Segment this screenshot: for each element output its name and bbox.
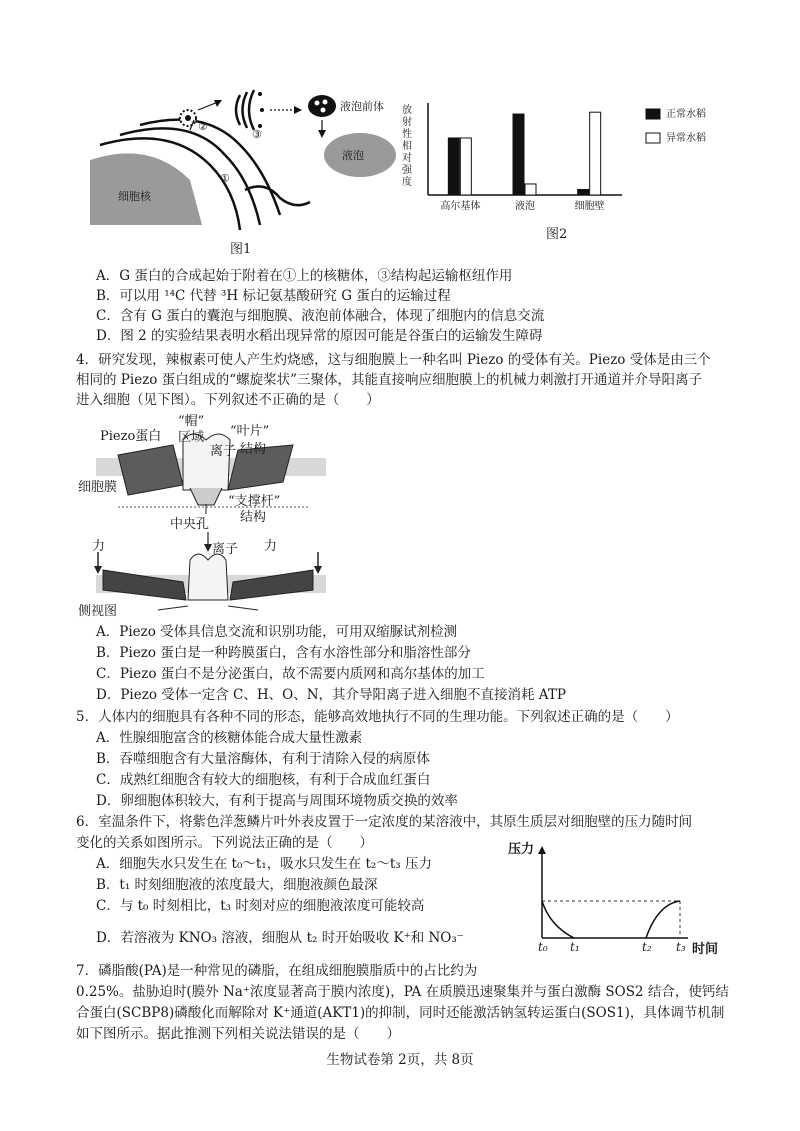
ylabel-char: 强 <box>402 165 412 176</box>
q5-option-b: B．吞噬细胞含有大量溶酶体，有利于清除入侵的病原体 <box>96 751 430 767</box>
ylabel-char: 放 <box>402 105 412 116</box>
figure-2 <box>398 95 728 245</box>
graph-xlabel: 时间 <box>692 942 719 957</box>
q3-option-c: C．含有 G 蛋白的囊泡与细胞膜、液泡前体融合，体现了细胞内的信息交流 <box>96 308 545 324</box>
q5-option-d: D．卵细胞体积较大，有利于提高与周围环境物质交换的效率 <box>96 793 458 809</box>
blade-structure <box>230 570 313 600</box>
q7-line-2: 0.25%。盐胁迫时(膜外 Na⁺浓度显著高于膜内浓度)，PA 在质膜迅速聚集并与蛋白激酶 SOS2 结合，使钙结 <box>76 984 729 1000</box>
bar <box>448 138 459 195</box>
q3-option-d: D．图 2 的实验结果表明水稻出现异常的原因可能是谷蛋白的运输发生障碍 <box>96 328 543 344</box>
x-tick-label: 高尔基体 <box>440 201 481 212</box>
q7-line-4: 如下图所示。据此推测下列相关说法错误的是（ ） <box>76 1026 400 1042</box>
vacuole-precursor-icon <box>315 101 320 106</box>
bar <box>578 189 589 195</box>
legend-label: 正常水稻 <box>666 109 706 120</box>
q6-option-d: D．若溶液为 KNO₃ 溶液，细胞从 t₂ 时开始吸收 K⁺和 NO₃⁻ <box>96 930 464 946</box>
force-arrow-icon <box>94 566 102 574</box>
label-cap: “帽” <box>178 414 205 429</box>
arrow-icon <box>198 102 218 110</box>
tick-t1: t₁ <box>570 940 580 954</box>
figure-2-caption: 图2 <box>546 227 568 242</box>
q6-stem-line-2: 变化的关系如图所示。下列说法正确的是（ ） <box>76 835 373 851</box>
bar <box>460 138 471 195</box>
nucleus-label: 细胞核 <box>118 190 151 203</box>
arrow-icon <box>204 544 212 552</box>
golgi-icon <box>249 90 254 130</box>
tick-t0: t₀ <box>538 940 548 954</box>
q4-stem-line-3: 进入细胞（见下图）。下列叙述不正确的是（ ） <box>76 392 380 408</box>
q6-stem-line-1: 6．室温条件下，将紫色洋葱鳞片叶外表皮置于一定浓度的某溶液中，其原生质层对细胞壁的压力随时间 <box>76 814 693 830</box>
q6-option-a: A．细胞失水只发生在 t₀～t₁，吸水只发生在 t₂～t₃ 压力 <box>96 856 432 872</box>
arrow-icon <box>538 846 546 854</box>
marker-1: ① <box>220 172 230 185</box>
pressure-curve <box>646 901 680 938</box>
piezo-figure <box>78 410 338 620</box>
label-strut-structure: 结构 <box>240 510 267 525</box>
golgi-icon <box>236 95 240 125</box>
golgi-icon <box>243 92 248 128</box>
x-tick-label: 液泡 <box>515 201 535 212</box>
q4-option-b: B．Piezo 蛋白是一种跨膜蛋白，含有水溶性部分和脂溶性部分 <box>96 645 471 661</box>
blade-structure <box>103 570 186 600</box>
bar <box>590 112 601 195</box>
q4-option-c: C．Piezo 蛋白不是分泌蛋白，故不需要内质网和高尔基体的加工 <box>96 666 485 682</box>
marker-3: ③ <box>252 128 262 141</box>
label-central-pore: 中央孔 <box>170 517 210 532</box>
arrow-icon <box>158 606 188 610</box>
q3-option-b: B．可以用 ¹⁴C 代替 ³H 标记氨基酸研究 G 蛋白的运输过程 <box>96 288 451 304</box>
label-side-view: 侧视图 <box>78 604 118 619</box>
q7-line-1: 7．磷脂酸(PA)是一种常见的磷脂，在组成细胞膜脂质中的占比约为 <box>76 963 478 979</box>
label-blade-structure: 结构 <box>240 442 267 457</box>
arrow-icon <box>228 606 258 610</box>
arrow-icon <box>294 106 302 114</box>
pressure-curve <box>542 901 574 938</box>
ylabel-char: 度 <box>402 177 412 188</box>
graph-ylabel: 压力 <box>508 842 535 857</box>
q5-stem: 5．人体内的细胞具有各种不同的形态，能够高效地执行不同的生理功能。下列叙述正确的是（ ） <box>76 709 679 725</box>
legend-swatch <box>646 133 660 143</box>
pressure-time-graph <box>508 838 733 960</box>
legend-label: 异常水稻 <box>666 133 706 144</box>
label-piezo-protein: Piezo蛋白 <box>100 429 162 444</box>
q4-option-d: D．Piezo 受体一定含 C、H、O、N，其介导阳离子进入细胞不直接消耗 ATP <box>96 687 566 703</box>
label-strut: “支撑杆” <box>228 494 281 509</box>
q3-option-a: A．G 蛋白的合成起始于附着在①上的核糖体，③结构起运输枢纽作用 <box>96 268 513 284</box>
page-footer: 生物试卷第 2页，共 8页 <box>326 1052 474 1068</box>
x-tick-label: 细胞壁 <box>574 201 605 212</box>
vacuole-precursor-icon <box>323 100 328 105</box>
force-arrow-icon <box>314 566 322 574</box>
vesicle-dot <box>258 92 262 96</box>
ylabel-char: 对 <box>402 153 412 164</box>
arrow-icon <box>318 130 326 138</box>
vesicle-dot <box>260 108 264 112</box>
q4-stem-line-1: 4．研究发现，辣椒素可使人产生灼烧感，这与细胞膜上一种名叫 Piezo 的受体有关。Piezo 受体是由三个 <box>76 352 711 368</box>
q6-option-b: B．t₁ 时刻细胞液的浓度最大，细胞液颜色最深 <box>96 877 378 893</box>
label-force-right: 力 <box>264 539 278 554</box>
q4-stem-line-2: 相同的 Piezo 蛋白组成的“螺旋桨状”三聚体，其能直接响应细胞膜上的机械力刺激打开通道并介导阳离子 <box>76 372 703 388</box>
figure-1 <box>90 80 420 260</box>
pore-shape <box>190 488 222 505</box>
bar <box>525 184 536 195</box>
q6-option-c: C．与 t₀ 时刻相比，t₃ 时刻对应的细胞液浓度可能较高 <box>96 898 425 914</box>
tick-t2: t₂ <box>642 940 652 954</box>
ylabel-char: 性 <box>402 129 412 140</box>
cap-region <box>188 554 228 600</box>
ylabel-char: 相 <box>402 141 412 152</box>
q5-option-c: C．成熟红细胞含有较大的细胞核，有利于合成血红蛋白 <box>96 772 431 788</box>
ylabel-char: 射 <box>402 117 412 128</box>
bar <box>513 114 524 195</box>
marker-2: ② <box>198 120 208 133</box>
blade-structure <box>118 445 183 495</box>
vacuole-precursor-icon <box>308 95 336 117</box>
label-region: 区域 <box>178 430 205 445</box>
vacuole-precursor-label: 液泡前体 <box>340 100 384 113</box>
label-blade: “叶片” <box>230 424 270 439</box>
q7-line-3: 合蛋白(SCBP8)磷酸化而解除对 K⁺通道(AKT1)的抑制，同时还能激活钠氢转运蛋白(SOS1)，具体调节机制 <box>76 1005 725 1021</box>
tick-t3: t₃ <box>676 940 686 954</box>
q5-option-a: A．性腺细胞富含的核糖体能合成大量性激素 <box>96 730 363 746</box>
vacuole-precursor-icon <box>321 108 326 113</box>
fig2-ylabel <box>400 105 414 189</box>
vesicle-icon <box>185 115 191 121</box>
label-ion-side: 离子 <box>212 542 239 557</box>
figure-1-caption: 图1 <box>230 242 252 257</box>
label-force-left: 力 <box>92 539 106 554</box>
label-membrane: 细胞膜 <box>78 480 118 495</box>
vacuole-label: 液泡 <box>342 149 364 162</box>
fig2-chart <box>416 95 726 220</box>
label-ion: 离子 <box>210 444 237 459</box>
legend-swatch <box>646 109 660 119</box>
q4-option-a: A．Piezo 受体具信息交流和识别功能，可用双缩脲试剂检测 <box>96 624 458 640</box>
